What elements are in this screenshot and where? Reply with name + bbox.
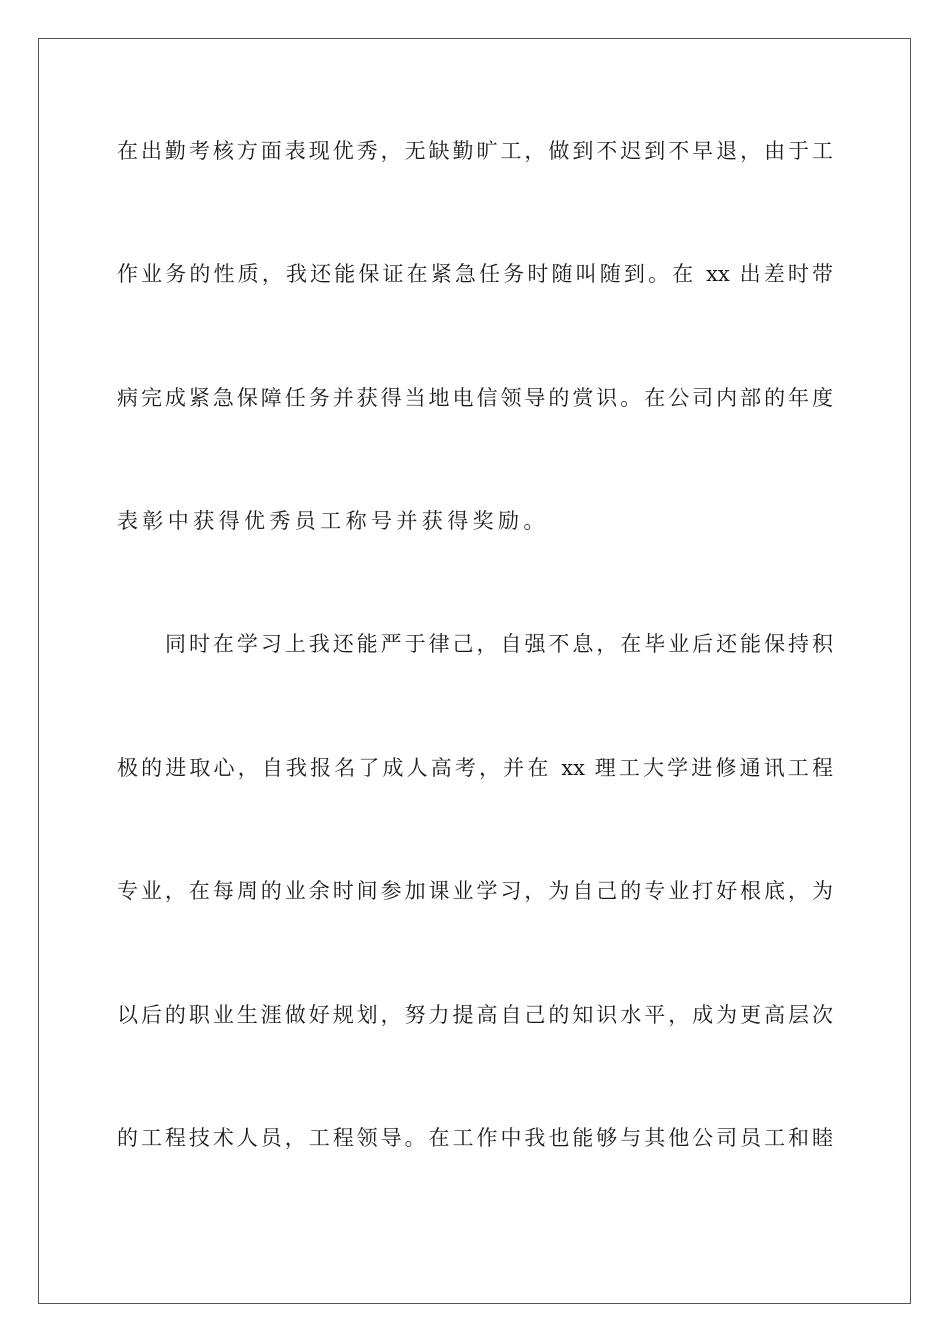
text-line: 同时在学习上我还能严于律己，自强不息，在毕业后还能保持积 [165, 632, 833, 656]
text-line: 作业务的性质，我还能保证在紧急任务时随叫随到。在 xx 出差时带 [117, 262, 833, 286]
text-line: 病完成紧急保障任务并获得当地电信领导的赏识。在公司内部的年度 [117, 386, 833, 410]
text-line: 在出勤考核方面表现优秀，无缺勤旷工，做到不迟到不早退，由于工 [117, 139, 833, 163]
text-line: 表彰中获得优秀员工称号并获得奖励。 [117, 509, 549, 533]
text-line: 的工程技术人员，工程领导。在工作中我也能够与其他公司员工和睦 [117, 1126, 833, 1150]
text-line: 专业，在每周的业余时间参加课业学习，为自己的专业打好根底，为 [117, 879, 833, 903]
page-border [38, 38, 911, 1304]
text-line: 以后的职业生涯做好规划，努力提高自己的知识水平，成为更高层次 [117, 1003, 833, 1027]
text-line: 极的进取心，自我报名了成人高考，并在 xx 理工大学进修通讯工程 [117, 756, 833, 780]
